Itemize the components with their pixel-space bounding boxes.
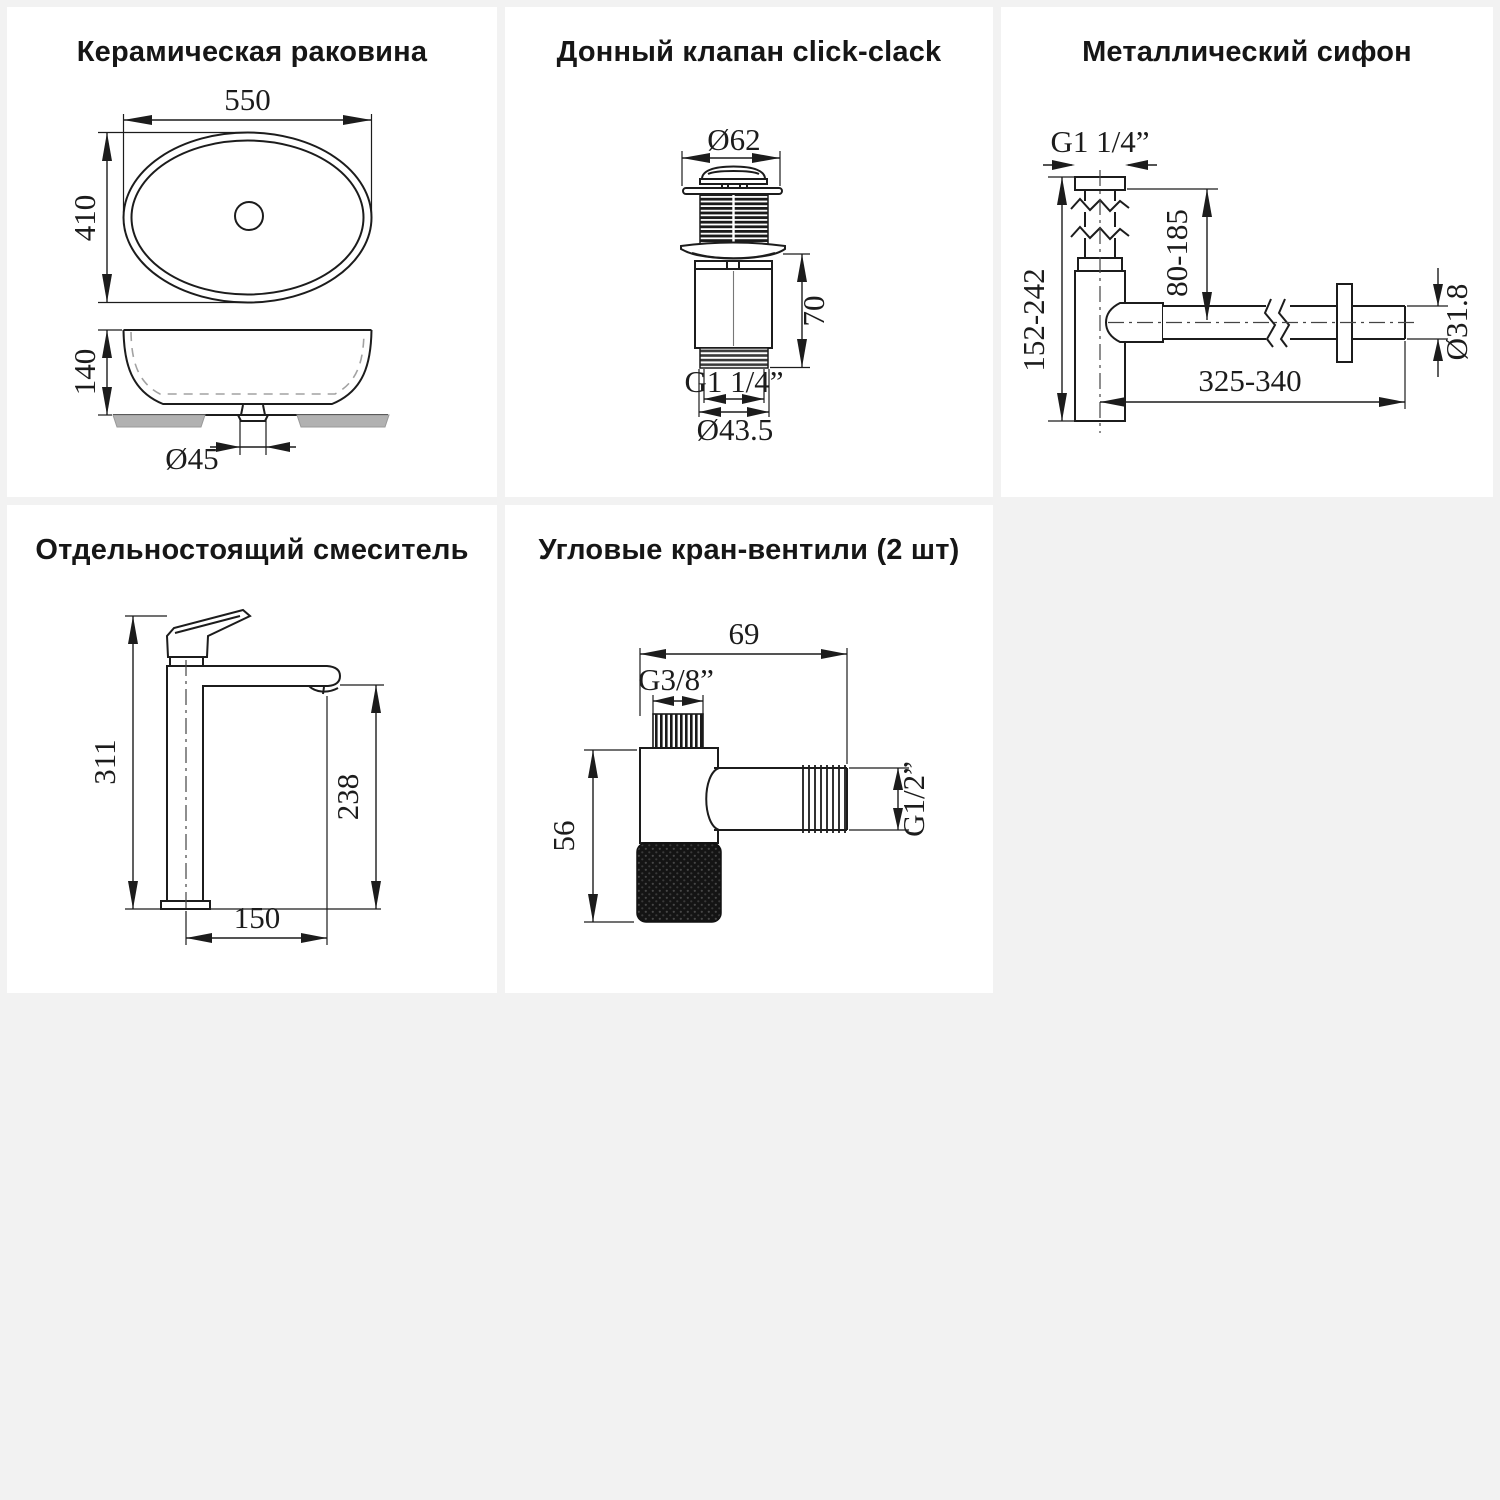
sink-drawing	[7, 7, 497, 497]
drain-valve-drawing	[505, 7, 993, 497]
svg-text:410: 410	[67, 194, 102, 242]
mixer-body	[161, 610, 340, 913]
siphon-drawing	[1001, 7, 1493, 497]
panel-drain-valve	[505, 7, 993, 497]
panel-angle-valve	[505, 505, 993, 993]
svg-text:G1/2”: G1/2”	[896, 761, 931, 837]
panel-sink-title: Керамическая раковина	[76, 36, 428, 68]
panel-siphon	[1001, 7, 1493, 497]
angle-valve-body	[637, 714, 847, 922]
panel-mixer	[7, 505, 497, 993]
valve-bell-flange	[681, 243, 785, 259]
sink-pad-right	[297, 415, 389, 427]
svg-text:G1 1/4”: G1 1/4”	[1050, 124, 1150, 159]
svg-text:70: 70	[796, 295, 831, 327]
angle-valve-knurled-handle	[637, 843, 721, 922]
svg-text:238: 238	[330, 773, 365, 821]
svg-text:80-185: 80-185	[1159, 209, 1194, 297]
valve-dim-height	[770, 254, 831, 368]
sink-dim-height	[67, 330, 122, 415]
svg-text:Ø62: Ø62	[707, 122, 761, 157]
panel-angle-valve-title: Угловые кран-вентили (2 шт)	[538, 534, 960, 566]
angle-valve-dim-inlet	[638, 662, 714, 715]
siphon-dim-length	[1100, 341, 1405, 409]
panel-mixer-title: Отдельностоящий смеситель	[35, 534, 469, 566]
svg-text:152-242: 152-242	[1016, 268, 1051, 372]
sink-side-view	[113, 330, 389, 427]
svg-text:140: 140	[67, 348, 102, 396]
sink-dim-width	[124, 82, 372, 213]
svg-text:69: 69	[728, 616, 760, 651]
mixer-dim-total-height	[87, 616, 381, 909]
sink-pad-left	[113, 415, 205, 427]
sink-dim-drain	[165, 419, 296, 476]
angle-valve-drawing	[505, 505, 993, 993]
svg-text:Ø43.5: Ø43.5	[696, 412, 774, 447]
svg-text:550: 550	[224, 82, 271, 117]
angle-valve-dim-outlet	[849, 761, 931, 837]
sink-dim-depth	[67, 133, 246, 303]
sink-drain-hole	[235, 202, 263, 230]
siphon-dim-thread	[1043, 124, 1157, 170]
mixer-dim-spout-height	[330, 685, 384, 909]
angle-valve-dim-height	[546, 750, 637, 922]
siphon-dim-inlet	[1127, 189, 1218, 320]
svg-text:Ø45: Ø45	[165, 441, 219, 476]
svg-text:G1 1/4”: G1 1/4”	[684, 364, 784, 399]
panel-drain-valve-title: Донный клапан click-clack	[556, 36, 942, 68]
svg-text:150: 150	[233, 900, 281, 935]
panel-sink	[7, 7, 497, 497]
valve-body	[681, 167, 785, 369]
svg-text:325-340: 325-340	[1198, 363, 1302, 398]
panel-siphon-title: Металлический сифон	[1082, 36, 1412, 68]
svg-text:G3/8”: G3/8”	[638, 662, 714, 697]
svg-text:56: 56	[546, 820, 581, 852]
siphon-dim-height	[1016, 177, 1075, 421]
angle-valve-inlet-thread	[653, 714, 703, 748]
mixer-spout-and-column	[167, 666, 340, 901]
svg-text:311: 311	[87, 739, 122, 785]
sink-top-view	[124, 133, 372, 303]
svg-text:Ø31.8: Ø31.8	[1439, 283, 1474, 361]
siphon-dim-pipe	[1407, 268, 1474, 377]
valve-top-flange	[683, 188, 782, 194]
mixer-drawing	[7, 505, 497, 993]
